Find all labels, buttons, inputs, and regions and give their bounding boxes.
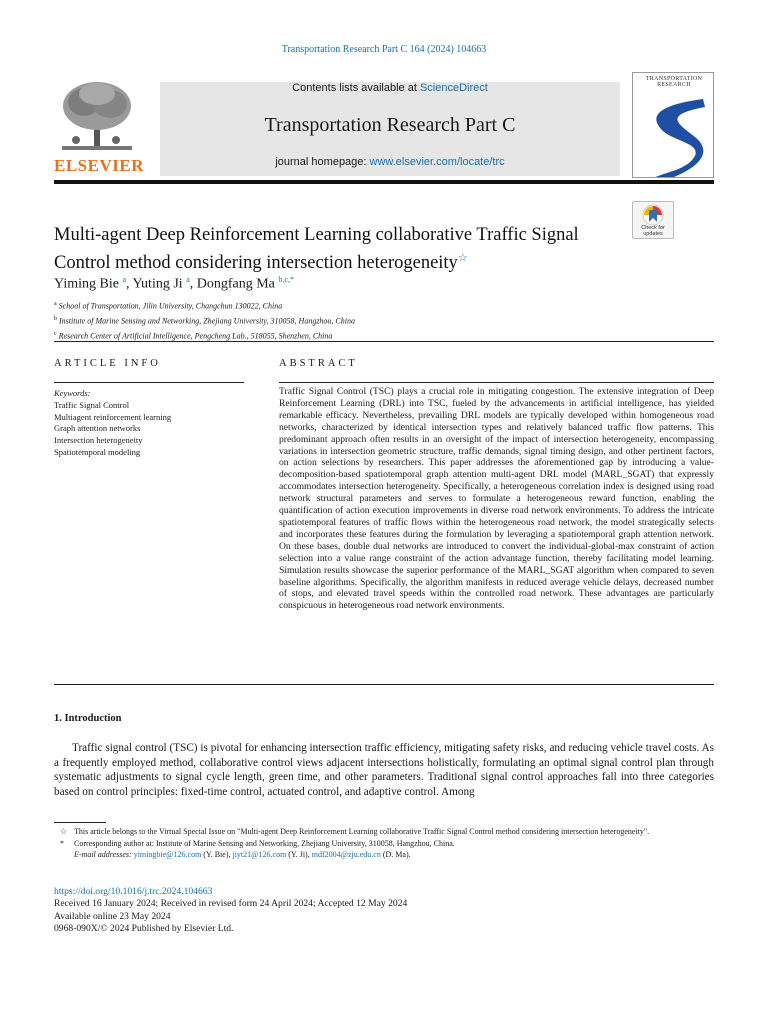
- cover-title: TRANSPORTATION RESEARCH: [645, 76, 703, 88]
- keywords-heading: Keywords:: [54, 388, 91, 398]
- journal-citation[interactable]: Transportation Research Part C 164 (2024) 104663: [281, 44, 487, 55]
- footnotes: [54, 826, 714, 861]
- email-link[interactable]: yimingbie@126.com: [133, 850, 202, 859]
- footnote-star-text: This article belongs to the Virtual Special Issue on "Multi-agent Deep Reinforcement Learning collaborative Traffic Signal Control method considering intersection heterogeneity".: [74, 827, 650, 836]
- email-owner: (Y. Bie),: [203, 850, 231, 859]
- title-footnote-star[interactable]: ☆: [457, 252, 468, 264]
- homepage-link[interactable]: www.elsevier.com/locate/trc: [369, 156, 505, 168]
- affiliation-label: a: [54, 301, 57, 307]
- affiliation-text: Research Center of Artificial Intelligence, Pengcheng Lab., 518055, Shenzhen, China: [58, 331, 333, 341]
- elsevier-tree-logo: [54, 78, 144, 178]
- keyword-item: Traffic Signal Control: [54, 399, 130, 410]
- check-for-updates-badge[interactable]: [632, 201, 674, 239]
- author-name[interactable]: Yiming Bie: [54, 276, 119, 292]
- abstract-heading: ABSTRACT: [279, 358, 358, 369]
- journal-info-band: [160, 82, 620, 176]
- contents-line: [160, 82, 620, 94]
- journal-cover-thumbnail: [632, 72, 714, 178]
- keyword-item: Graph attention networks: [54, 423, 141, 434]
- footnote-rule: [54, 822, 106, 823]
- keyword-item: Spatiotemporal modeling: [54, 446, 141, 457]
- author-affil-sup[interactable]: b,c,*: [278, 275, 294, 284]
- footnote-star: [54, 826, 714, 838]
- keywords-block: [54, 388, 244, 459]
- footnote-corr-text: Corresponding author at: Institute of Marine Sensing and Networking, Zhejiang University, 310058, Hangzhou, China.: [74, 838, 455, 848]
- affiliations: [54, 298, 355, 343]
- header-divider: [54, 180, 714, 184]
- introduction-heading: 1. Introduction: [54, 713, 122, 724]
- copyright-line: 0968-090X/© 2024 Published by Elsevier Ltd.: [54, 923, 234, 935]
- email-label: E-mail addresses:: [74, 850, 132, 859]
- journal-name: Transportation Research Part C: [264, 114, 516, 136]
- available-online: Available online 23 May 2024: [54, 910, 171, 922]
- contents-prefix: Contents lists available at: [292, 82, 420, 94]
- email-link[interactable]: mdf2004@zju.edu.cn: [311, 850, 381, 859]
- affiliation-label: b: [54, 316, 57, 323]
- email-owner: (D. Ma).: [382, 850, 411, 859]
- road-cover-icon: [633, 73, 714, 178]
- author-name[interactable]: Dongfang Ma: [196, 276, 275, 292]
- homepage-line: [160, 156, 620, 168]
- abstract-text: Traffic Signal Control (TSC) plays a crucial role in mitigating congestion. The extensive integration of Deep Reinforcement Learning (DRL) into TSC, fueled by the advancements in artificial intelligence, has yielded remarkable efficacy. Nevertheless, prevailing DRL models are typically developed within homogeneous road networks, characterized by identical intersection types and relatively balanced traffic flow patterns. This predominant approach often results in an oversight of the impact of intersection heterogeneity, encompassing variations in intersection geometric structure, traffic demands, signal timing design, and other pertinent factors, on action selections by researchers. This paper addresses the aforementioned gap by introducing a value-decomposition-based spatiotemporal graph attention multi-agent DRL model (MARL_SGAT) that expressly accommodates intersection heterogeneity. Specifically, a heterogeneous correlation index is designed using road network structural parameters and serves to formulate a heterogeneous reward function, enabling the quantification of action execution improvements in diverse road network environments. To address the intricate spatiotemporal features of traffic flows within the heterogeneous road network, the model strategically selects and incorporates these features during the formulation by leveraging a spatiotemporal graph attention network. On these bases, double dual networks are introduced to convert the individual-global-max constraint of action selection into a value range constraint of the action advantage function, thereby facilitating model learning. Simulation results showcase the superior performance of the MARL_SGAT algorithm when compared to seven baseline algorithms. Specifically, the algorithm manifests in reduced average vehicle delays, decreased number of stops, and elevated travel speeds within the controlled road network. These advantages are particularly conspicuous in heterogeneous road network environments.: [279, 386, 714, 612]
- footnote-corresponding: [54, 838, 714, 850]
- elsevier-wordmark: ELSEVIER: [54, 156, 144, 175]
- affiliation-label: c: [54, 331, 57, 338]
- article-info-heading: ARTICLE INFO: [54, 358, 161, 369]
- footnote-star-mark: ☆: [60, 827, 68, 836]
- author-list: Yiming Bie $^a$, Yuting Ji $^a$, Dongfang Ma $^{b,c,*}$: [54, 275, 294, 292]
- introduction-paragraph: Traffic signal control (TSC) is pivotal for enhancing intersection traffic efficiency, mitigating safety risks, and reducing vehicle travel costs. As a frequently employed method, collaborative control views adjacent intersections holistically, formulating an optimal signal control plan through systematic adjustments to signal cycle length, green time, and other parameters. Traditional signal control approaches fall into three categories based on control principles: fixed-time control, actuated control, and adaptive control. Among: [54, 742, 714, 798]
- affiliation-text: Institute of Marine Sensing and Networking, Zhejiang University, 310058, Hangzhou, China: [59, 316, 355, 326]
- email-owner: (Y. Ji),: [288, 850, 310, 859]
- email-link[interactable]: jiyt21@126.com: [232, 850, 287, 859]
- article-title: [54, 224, 614, 275]
- info-top-rule: [54, 341, 714, 342]
- info-column-rule: [54, 382, 244, 383]
- keyword-item: Intersection heterogeneity: [54, 435, 143, 446]
- footnote-corr-mark: *: [60, 838, 64, 848]
- abstract-column-rule: [279, 382, 714, 383]
- affiliation-item: [54, 298, 355, 313]
- homepage-prefix: journal homepage:: [275, 156, 370, 168]
- received-dates: Received 16 January 2024; Received in revised form 24 April 2024; Accepted 12 May 2024: [54, 898, 408, 910]
- tree-icon: [54, 78, 140, 160]
- sciencedirect-link[interactable]: ScienceDirect: [419, 82, 488, 94]
- author-affil-sup[interactable]: a: [186, 275, 190, 284]
- crossmark-label: Check for updates: [641, 225, 665, 237]
- affiliation-item: [54, 313, 355, 328]
- author-affil-sup[interactable]: a: [122, 275, 127, 284]
- keyword-item: Multiagent reinforcement learning: [54, 411, 172, 422]
- affiliation-text: School of Transportation, Jilin University, Changchun 130022, China: [58, 301, 283, 311]
- author-name[interactable]: Yuting Ji: [132, 276, 183, 292]
- journal-header: [54, 70, 714, 178]
- publication-info: [54, 886, 407, 936]
- title-text: Multi-agent Deep Reinforcement Learning collaborative Traffic Signal Control method considering intersection heterogeneity: [54, 225, 579, 274]
- footnote-emails: [54, 849, 714, 861]
- abstract-bottom-rule: [54, 684, 714, 685]
- doi-link[interactable]: https://doi.org/10.1016/j.trc.2024.104663: [54, 886, 213, 897]
